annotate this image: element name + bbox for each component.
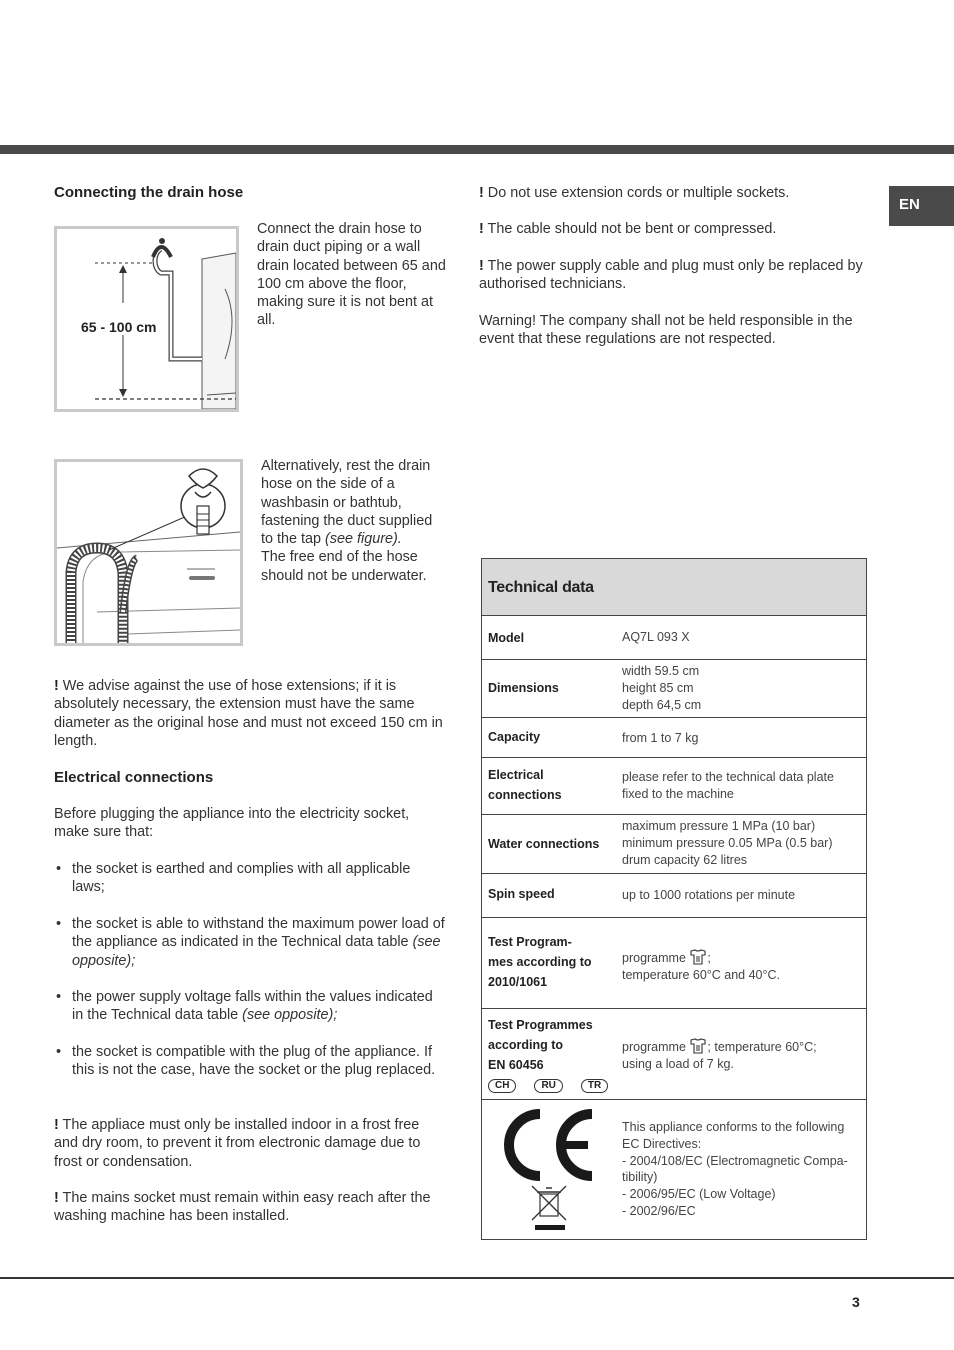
dimensions-value: [622, 663, 857, 713]
bullet-plug: • the socket is compatible with the plug of the appliance. If this is not the case, have the socket or the plug replaced.: [54, 1043, 446, 1080]
drain-paragraph-2: [261, 457, 447, 585]
bullet-voltage-text: the power supply voltage falls within the values indicated in the Technical data table: [72, 989, 433, 1024]
test2-load: using a load of 7 kg.: [622, 1056, 734, 1071]
electrical-value-line1: please refer to the technical data plate: [622, 770, 834, 784]
electrical-label: [488, 765, 562, 805]
drain-paragraph-1: Connect the drain hose to drain duct piping or a wall drain located between 65 and 100 cm above the floor, making sure it is not bent at all.: [257, 221, 446, 329]
extension-cord-warning: [479, 184, 869, 202]
socket-reach-text: The mains socket must remain within easy reach after the washing machine has been installed.: [54, 1190, 431, 1225]
cable-bent-warning: [479, 220, 869, 238]
cotton-programme-icon: [689, 948, 707, 966]
row-capacity: [482, 718, 866, 758]
test1-programme-text: programme: [622, 951, 686, 965]
model-label: Model: [488, 631, 525, 645]
bullet-power-load-text: the socket is able to withstand the maximum power load of the appliance as indicated in the Technical data table: [72, 916, 445, 951]
ce-line-3: - 2004/108/EC (Electromagnetic Compa-: [622, 1153, 848, 1168]
see-opposite-note: (see opposite);: [242, 1007, 338, 1024]
height-range-label: 65 - 100 cm: [81, 319, 157, 335]
spin-label: Spin speed: [488, 887, 555, 901]
water-label: Water connections: [488, 837, 600, 851]
electrical-label-line1: Electrical: [488, 768, 544, 782]
dimension-width: width 59.5 cm: [622, 664, 700, 678]
dimensions-label: Dimensions: [488, 681, 559, 695]
country-badges: [488, 1075, 608, 1093]
electrical-intro: Before plugging the appliance into the electricity socket, make sure that:: [54, 806, 410, 841]
dimension-depth: depth 64,5 cm: [622, 697, 702, 712]
ce-line-6: - 2002/96/EC: [622, 1203, 696, 1218]
test2-temperature-text: ; temperature 60°C;: [707, 1040, 817, 1054]
dimension-height: height 85 cm: [622, 680, 694, 695]
test2-programme-text: programme: [622, 1040, 686, 1054]
capacity-value: from 1 to 7 kg: [622, 731, 699, 745]
test1-label-line3: 2010/1061: [488, 975, 548, 989]
test1-temperature: temperature 60°C and 40°C.: [622, 967, 781, 982]
header-bar: [0, 145, 954, 154]
warning-mark: !: [54, 678, 59, 694]
hose-extension-warning: [54, 677, 446, 750]
cable-replace-text: The power supply cable and plug must only be replaced by authorised technicians.: [479, 258, 863, 293]
warning-mark: !: [479, 258, 484, 274]
row-ce-conformity: [482, 1100, 866, 1239]
cable-replace-warning: [479, 257, 869, 294]
socket-reach-warning: [54, 1189, 446, 1226]
bullet-earthed: • the socket is earthed and complies with all applicable laws;: [54, 860, 446, 897]
page-number: 3: [852, 1294, 860, 1310]
electrical-value-line2: fixed to the machine: [622, 786, 734, 801]
warning-mark: !: [479, 185, 484, 201]
technical-data-title: Technical data: [488, 579, 594, 596]
badge-tr: TR: [581, 1079, 608, 1093]
test1-label: [488, 932, 592, 992]
ce-line-2: EC Directives:: [622, 1136, 702, 1151]
test2-label: [488, 1015, 593, 1075]
model-value: AQ7L 093 X: [622, 630, 690, 644]
electrical-heading: Electrical connections: [54, 769, 214, 786]
technical-data-table: [481, 558, 867, 1240]
cotton-programme-icon: [689, 1037, 707, 1055]
ce-line-5: - 2006/95/EC (Low Voltage): [622, 1187, 776, 1202]
row-spin: [482, 874, 866, 918]
indoor-warning-text: The appliace must only be installed indoor in a frost free and dry room, to prevent it from electronic damage due to frost or condensation.: [54, 1117, 421, 1170]
drain-hose-heading: Connecting the drain hose: [54, 184, 244, 201]
drain-para2-end: The free end of the hose should not be underwater.: [261, 549, 427, 584]
washbasin-drain-figure: [54, 459, 243, 646]
test2-value: [622, 1037, 857, 1073]
test2-label-line3: EN 60456: [488, 1058, 544, 1072]
spin-value: up to 1000 rotations per minute: [622, 888, 796, 902]
ce-conformity-text: [622, 1119, 857, 1220]
warning-mark: !: [54, 1190, 59, 1206]
language-tab: EN: [889, 186, 954, 226]
washbasin-hose-illustration: [57, 462, 240, 643]
drum-capacity: drum capacity 62 litres: [622, 852, 748, 867]
test2-label-line1: Test Programmes: [488, 1018, 593, 1032]
water-max-pressure: maximum pressure 1 MPa (10 bar): [622, 819, 816, 833]
drain-height-figure: [54, 226, 239, 412]
row-electrical: [482, 758, 866, 815]
row-water: [482, 815, 866, 874]
row-dimensions: [482, 660, 866, 718]
hose-extension-text: We advise against the use of hose extensions; if it is absolutely necessary, the extension must have the same diameter as the original hose and must not exceed 150 cm in length.: [54, 678, 443, 749]
bullet-voltage: [54, 988, 446, 1025]
warning-mark: !: [54, 1117, 59, 1133]
ce-line-4: tibility): [622, 1170, 658, 1185]
water-value: [622, 818, 857, 868]
ce-mark-and-weee-icon: [500, 1106, 600, 1232]
badge-ru: RU: [534, 1079, 562, 1093]
drain-para2-text: Alternatively, rest the drain hose on the side of a washbasin or bathtub, fastening the duct supplied to the tap: [261, 458, 433, 548]
test1-semicolon: ;: [707, 951, 711, 965]
footer-rule: [0, 1277, 954, 1279]
row-model: [482, 616, 866, 660]
test1-label-line1: Test Program-: [488, 935, 572, 949]
bullet-power-load: [54, 915, 446, 970]
see-figure-note: (see figure).: [325, 531, 402, 548]
liability-warning: Warning! The company shall not be held responsible in the event that these regulations are not respected.: [479, 313, 853, 348]
technical-data-header: [482, 559, 866, 616]
row-test-programmes-2010: [482, 918, 866, 1009]
electrical-value: [622, 769, 857, 803]
test1-label-line2: mes according to: [488, 955, 592, 969]
ce-line-1: This appliance conforms to the following: [622, 1120, 845, 1134]
test2-label-line2: according to: [488, 1038, 564, 1052]
test1-value: [622, 948, 857, 984]
capacity-label: Capacity: [488, 730, 541, 744]
extension-cord-text: Do not use extension cords or multiple sockets.: [487, 185, 790, 201]
badge-ch: CH: [488, 1079, 516, 1093]
row-test-programmes-en60456: [482, 1009, 866, 1100]
water-min-pressure: minimum pressure 0.05 MPa (0.5 bar): [622, 835, 833, 850]
see-opposite-note: (see opposite);: [72, 934, 441, 969]
electrical-label-line2: connections: [488, 788, 562, 802]
warning-mark: !: [479, 221, 484, 237]
indoor-warning: [54, 1116, 446, 1171]
cable-bent-text: The cable should not be bent or compressed.: [487, 221, 777, 237]
